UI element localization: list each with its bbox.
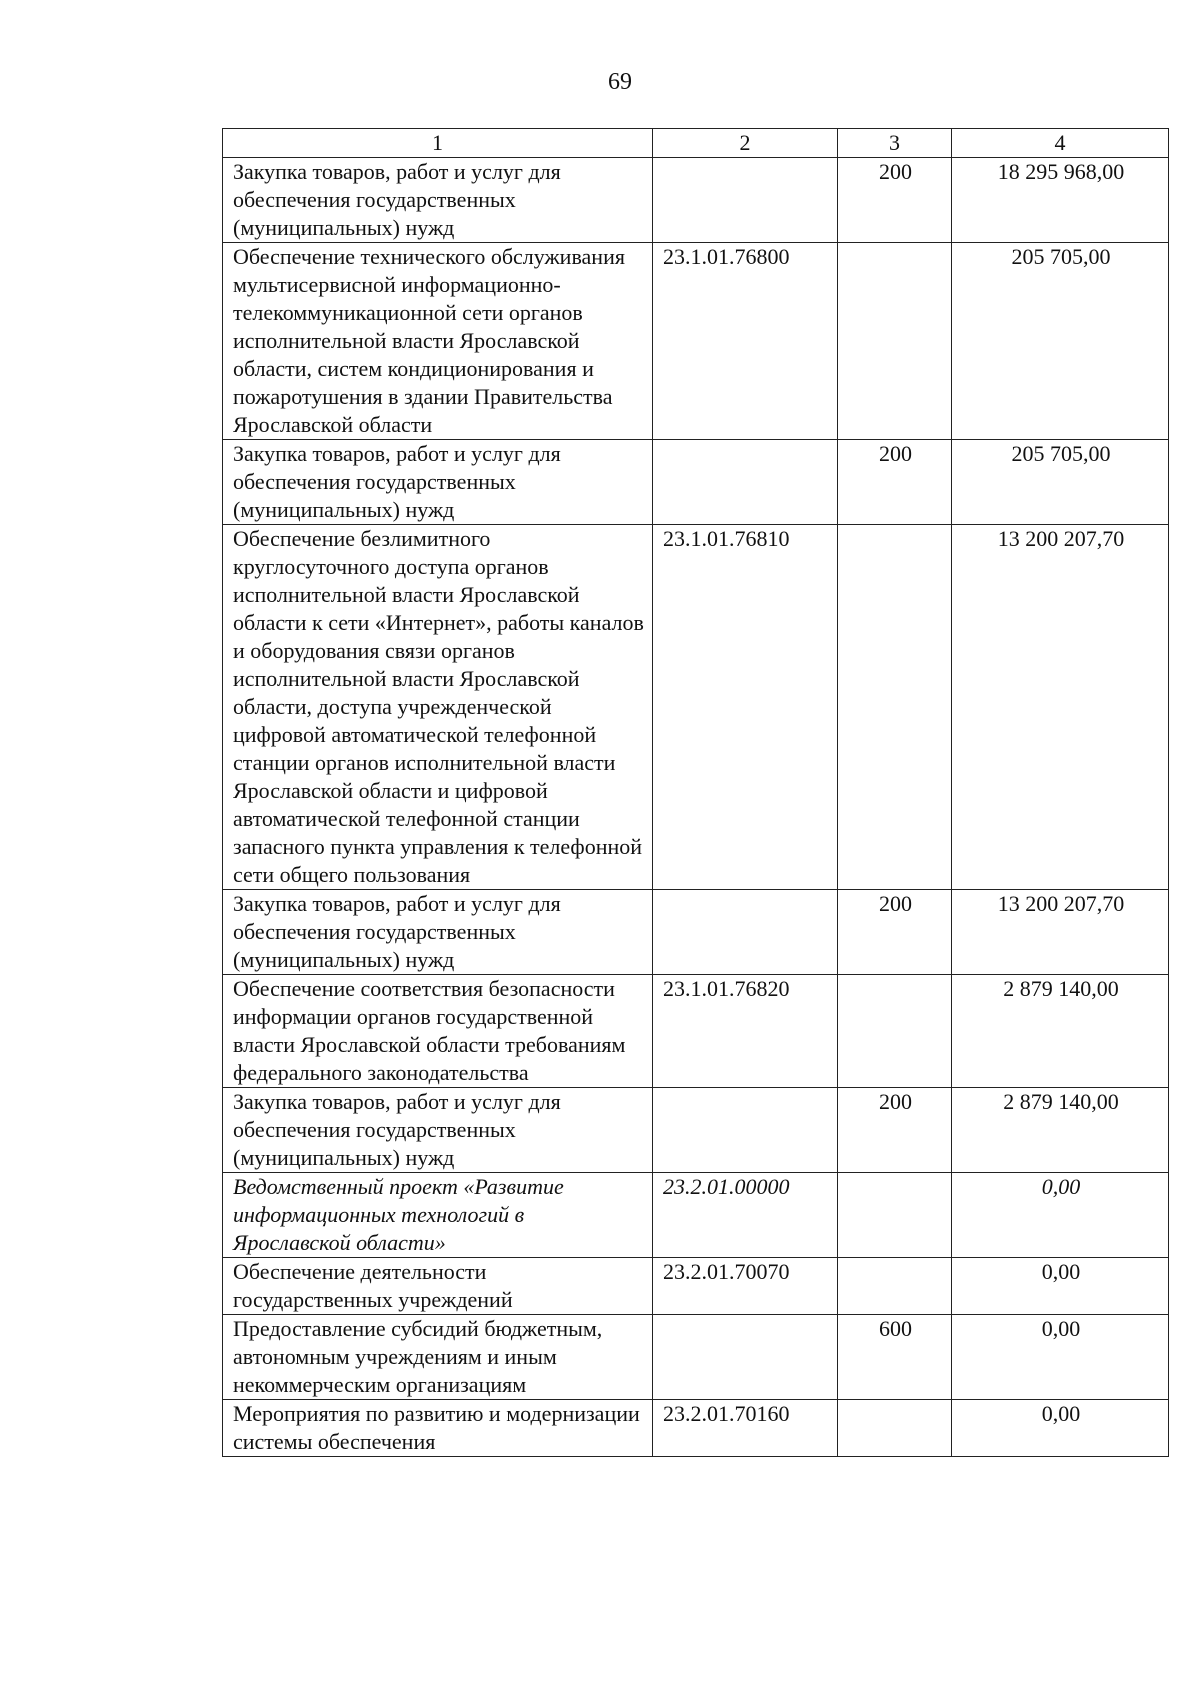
row-name: Ведомственный проект «Развитие информационных технологий в Ярославской области» xyxy=(223,1173,653,1258)
row-name: Обеспечение безлимитного круглосуточного доступа органов исполнительной власти Ярославской области к сети «Интернет», работы каналов и оборудования связи органов исполнительной власти Ярославской области, доступа учрежденческой цифровой автоматической телефонной станции органов исполнительной власти Ярославской области и цифровой автоматической телефонной станции запасного пункта управления к телефонной сети общего пользования xyxy=(223,525,653,890)
row-kind: 200 xyxy=(838,158,952,243)
row-sum: 0,00 xyxy=(952,1258,1169,1315)
table-row xyxy=(223,1258,1169,1315)
row-code: 23.2.01.00000 xyxy=(653,1173,838,1258)
row-name: Предоставление субсидий бюджетным, автономным учреждениям и иным некоммерческим организациям xyxy=(223,1315,653,1400)
table-row xyxy=(223,1315,1169,1400)
row-code xyxy=(653,158,838,243)
table-row xyxy=(223,975,1169,1088)
row-sum: 13 200 207,70 xyxy=(952,890,1169,975)
row-code: 23.1.01.76820 xyxy=(653,975,838,1088)
table-row xyxy=(223,440,1169,525)
row-code xyxy=(653,1088,838,1173)
row-name: Закупка товаров, работ и услуг для обеспечения государственных (муниципальных) нужд xyxy=(223,1088,653,1173)
table-row xyxy=(223,525,1169,890)
row-code: 23.1.01.76800 xyxy=(653,243,838,440)
row-kind xyxy=(838,525,952,890)
row-kind: 200 xyxy=(838,890,952,975)
row-sum: 18 295 968,00 xyxy=(952,158,1169,243)
row-sum: 205 705,00 xyxy=(952,243,1169,440)
row-name: Закупка товаров, работ и услуг для обеспечения государственных (муниципальных) нужд xyxy=(223,158,653,243)
row-sum: 13 200 207,70 xyxy=(952,525,1169,890)
row-name: Мероприятия по развитию и модернизации системы обеспечения xyxy=(223,1400,653,1457)
header-col-2: 2 xyxy=(653,129,838,158)
header-col-1: 1 xyxy=(223,129,653,158)
row-name: Закупка товаров, работ и услуг для обеспечения государственных (муниципальных) нужд xyxy=(223,890,653,975)
row-kind: 200 xyxy=(838,1088,952,1173)
row-kind xyxy=(838,1258,952,1315)
row-code xyxy=(653,440,838,525)
table-row xyxy=(223,1088,1169,1173)
row-sum: 2 879 140,00 xyxy=(952,975,1169,1088)
row-sum: 0,00 xyxy=(952,1400,1169,1457)
row-name: Обеспечение деятельности государственных учреждений xyxy=(223,1258,653,1315)
table-header-row xyxy=(223,129,1169,158)
row-code: 23.1.01.76810 xyxy=(653,525,838,890)
row-code xyxy=(653,890,838,975)
page-number: 69 xyxy=(608,69,632,95)
row-name: Обеспечение соответствия безопасности информации органов государственной власти Ярославской области требованиям федерального законодательства xyxy=(223,975,653,1088)
row-kind: 200 xyxy=(838,440,952,525)
row-code: 23.2.01.70070 xyxy=(653,1258,838,1315)
table-row xyxy=(223,890,1169,975)
row-code xyxy=(653,1315,838,1400)
row-kind xyxy=(838,1400,952,1457)
row-kind xyxy=(838,1173,952,1258)
budget-table xyxy=(222,128,1169,1457)
table-row-project xyxy=(223,1173,1169,1258)
table-row xyxy=(223,243,1169,440)
header-col-4: 4 xyxy=(952,129,1169,158)
row-sum: 205 705,00 xyxy=(952,440,1169,525)
row-name: Закупка товаров, работ и услуг для обеспечения государственных (муниципальных) нужд xyxy=(223,440,653,525)
row-sum: 2 879 140,00 xyxy=(952,1088,1169,1173)
header-col-3: 3 xyxy=(838,129,952,158)
table-row xyxy=(223,1400,1169,1457)
table-row xyxy=(223,158,1169,243)
row-sum: 0,00 xyxy=(952,1173,1169,1258)
row-kind xyxy=(838,243,952,440)
row-name: Обеспечение технического обслуживания мультисервисной информационно-телекоммуникационной сети органов исполнительной власти Ярославской области, систем кондиционирования и пожаротушения в здании Правительства Ярославской области xyxy=(223,243,653,440)
row-code: 23.2.01.70160 xyxy=(653,1400,838,1457)
row-kind: 600 xyxy=(838,1315,952,1400)
row-kind xyxy=(838,975,952,1088)
row-sum: 0,00 xyxy=(952,1315,1169,1400)
